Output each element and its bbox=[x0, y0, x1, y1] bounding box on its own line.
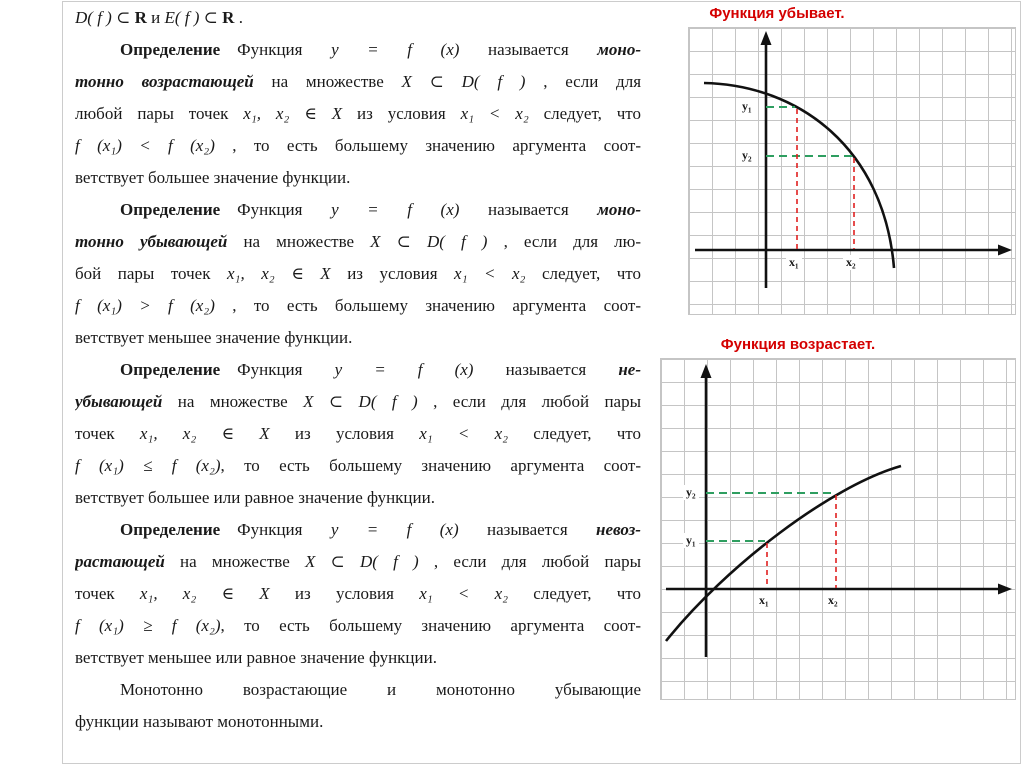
text-run: тонно возрастающей bbox=[75, 72, 254, 91]
text-line bbox=[75, 354, 641, 386]
text-run: моно- bbox=[597, 200, 641, 219]
increasing-curve bbox=[666, 466, 901, 641]
text-run: моно- bbox=[597, 40, 641, 59]
text-run: называется bbox=[459, 40, 598, 59]
text-line bbox=[75, 2, 641, 34]
text-run: x₁, x₂ ∈ X bbox=[227, 264, 331, 283]
text-run: ветствует меньшее значение функции. bbox=[75, 328, 353, 347]
text-run: X ⊂ D( f ) bbox=[401, 72, 526, 91]
decreasing-graph bbox=[688, 27, 1016, 315]
text-line bbox=[75, 674, 641, 706]
text-run: Определение bbox=[120, 520, 221, 539]
text-run: на множестве bbox=[162, 392, 304, 411]
x-axis-arrow-icon bbox=[998, 245, 1012, 256]
x-axis-arrow-icon bbox=[998, 584, 1012, 595]
text-run: растающей bbox=[75, 552, 165, 571]
text-run: ветствует большее или равное значение функции. bbox=[75, 488, 435, 507]
text-run: x₁ < x₂ bbox=[419, 584, 509, 603]
text-run: не- bbox=[618, 360, 641, 379]
text-run: из условия bbox=[269, 584, 420, 603]
label-x1: x₁ bbox=[786, 255, 802, 270]
text-run: , если для любой пары bbox=[417, 392, 641, 411]
text-run: из условия bbox=[330, 264, 455, 283]
text-line bbox=[75, 98, 641, 130]
label-x2: x₂ bbox=[843, 255, 859, 270]
text-run: из условия bbox=[342, 104, 461, 123]
text-run: , то есть большему значению аргумента соот- bbox=[214, 296, 641, 315]
text-run: R bbox=[222, 8, 235, 27]
text-run: из условия bbox=[269, 424, 420, 443]
text-run: следует, что bbox=[525, 264, 641, 283]
text-run: X ⊂ D( f ) bbox=[370, 232, 488, 251]
text-run: невоз- bbox=[596, 520, 641, 539]
label-y1: y₁ bbox=[683, 533, 699, 548]
paragraph bbox=[75, 194, 641, 354]
text-run: называется bbox=[458, 520, 597, 539]
text-run: на множестве bbox=[227, 232, 371, 251]
text-line bbox=[75, 578, 641, 610]
text-run: точек bbox=[75, 424, 140, 443]
text-run: f (x₁) < f (x₂) bbox=[75, 136, 215, 155]
text-run: бой пары точек bbox=[75, 264, 227, 283]
text-run: любой пары точек bbox=[75, 104, 244, 123]
text-line bbox=[75, 226, 641, 258]
text-line bbox=[75, 66, 641, 98]
text-line bbox=[75, 610, 641, 642]
text-run: x₁, x₂ ∈ X bbox=[243, 104, 343, 123]
label-y1: y₁ bbox=[739, 99, 755, 114]
decreasing-graph-svg bbox=[689, 28, 1017, 316]
paragraph bbox=[75, 674, 641, 738]
text-run: Функция bbox=[237, 520, 331, 539]
text-run: Функция bbox=[237, 360, 335, 379]
text-run: , если для bbox=[525, 72, 641, 91]
increasing-graph bbox=[660, 358, 1016, 700]
text-run bbox=[220, 360, 237, 379]
increasing-function-panel bbox=[660, 336, 1016, 700]
text-run: X ⊂ D( f ) bbox=[303, 392, 418, 411]
paragraph bbox=[75, 354, 641, 514]
text-run: называется bbox=[459, 200, 598, 219]
text-line bbox=[75, 450, 641, 482]
text-run: , то есть большему значению аргумента соот- bbox=[220, 616, 641, 635]
text-column bbox=[75, 2, 641, 738]
text-line bbox=[75, 514, 641, 546]
y-axis-arrow-icon bbox=[761, 31, 772, 45]
text-run: f (x₁) ≤ f (x₂) bbox=[75, 456, 221, 475]
text-run: ветствует меньшее или равное значение функции. bbox=[75, 648, 437, 667]
text-line bbox=[75, 194, 641, 226]
text-line bbox=[75, 418, 641, 450]
label-x1: x₁ bbox=[756, 593, 772, 608]
increasing-graph-svg bbox=[661, 359, 1017, 701]
text-run: x₁, x₂ ∈ X bbox=[139, 584, 270, 603]
text-run: , если для лю- bbox=[487, 232, 641, 251]
text-run: функции называют монотонными. bbox=[75, 712, 324, 731]
text-run: X ⊂ D( f ) bbox=[304, 552, 419, 571]
paragraph bbox=[75, 2, 641, 34]
text-run bbox=[220, 200, 237, 219]
text-run: на множестве bbox=[164, 552, 305, 571]
text-run: E( f ) ⊂ bbox=[164, 8, 223, 27]
text-run: D( f ) ⊂ bbox=[75, 8, 135, 27]
text-run: x₁ < x₂ bbox=[454, 264, 526, 283]
text-run: точек bbox=[75, 584, 140, 603]
text-run: . bbox=[234, 8, 243, 27]
text-run: тонно убывающей bbox=[75, 232, 228, 251]
text-run bbox=[220, 520, 237, 539]
text-run: следует, что bbox=[528, 104, 641, 123]
label-x2: x₂ bbox=[825, 593, 841, 608]
text-run: Монотонно возрастающие и монотонно убывающие bbox=[120, 680, 641, 699]
text-run: , то есть большему значению аргумента соот- bbox=[220, 456, 641, 475]
text-line bbox=[75, 642, 641, 674]
text-line bbox=[75, 34, 641, 66]
text-run: , то есть большему значению аргумента соот- bbox=[214, 136, 641, 155]
text-run: f (x₁) ≥ f (x₂) bbox=[75, 616, 221, 635]
text-run: ветствует большее значение функции. bbox=[75, 168, 351, 187]
text-line bbox=[75, 322, 641, 354]
text-run: y = f (x) bbox=[334, 360, 474, 379]
label-y2: y₂ bbox=[739, 148, 755, 163]
paragraph bbox=[75, 34, 641, 194]
text-run: Определение bbox=[120, 200, 221, 219]
decreasing-graph-title: Функция убывает. bbox=[709, 5, 845, 22]
text-run: на множестве bbox=[253, 72, 402, 91]
paragraph bbox=[75, 514, 641, 674]
text-line bbox=[75, 258, 641, 290]
text-run: следует, что bbox=[508, 584, 641, 603]
text-line bbox=[75, 386, 641, 418]
y-axis-arrow-icon bbox=[701, 364, 712, 378]
text-run: Определение bbox=[120, 40, 221, 59]
text-line bbox=[75, 482, 641, 514]
text-line bbox=[75, 290, 641, 322]
text-run: y = f (x) bbox=[331, 200, 460, 219]
text-line bbox=[75, 130, 641, 162]
text-run: убывающей bbox=[75, 392, 163, 411]
text-run: R bbox=[134, 8, 147, 27]
text-run: Функция bbox=[237, 200, 332, 219]
text-run: , если для любой пары bbox=[418, 552, 641, 571]
label-y2: y₂ bbox=[683, 485, 699, 500]
increasing-graph-title: Функция возрастает. bbox=[720, 336, 876, 353]
text-run: Функция bbox=[237, 40, 332, 59]
decreasing-curve bbox=[704, 83, 894, 268]
text-run: f (x₁) > f (x₂) bbox=[75, 296, 215, 315]
text-run: y = f (x) bbox=[331, 40, 460, 59]
text-line bbox=[75, 162, 641, 194]
text-run: и bbox=[146, 8, 165, 27]
text-run: называется bbox=[473, 360, 619, 379]
decreasing-function-panel bbox=[688, 5, 1016, 315]
text-run: следует, что bbox=[508, 424, 641, 443]
text-run: Определение bbox=[120, 360, 221, 379]
text-line bbox=[75, 706, 641, 738]
text-line bbox=[75, 546, 641, 578]
text-run: y = f (x) bbox=[330, 520, 459, 539]
text-run: x₁ < x₂ bbox=[460, 104, 529, 123]
text-run: x₁, x₂ ∈ X bbox=[139, 424, 270, 443]
text-run: x₁ < x₂ bbox=[419, 424, 509, 443]
text-run bbox=[220, 40, 237, 59]
